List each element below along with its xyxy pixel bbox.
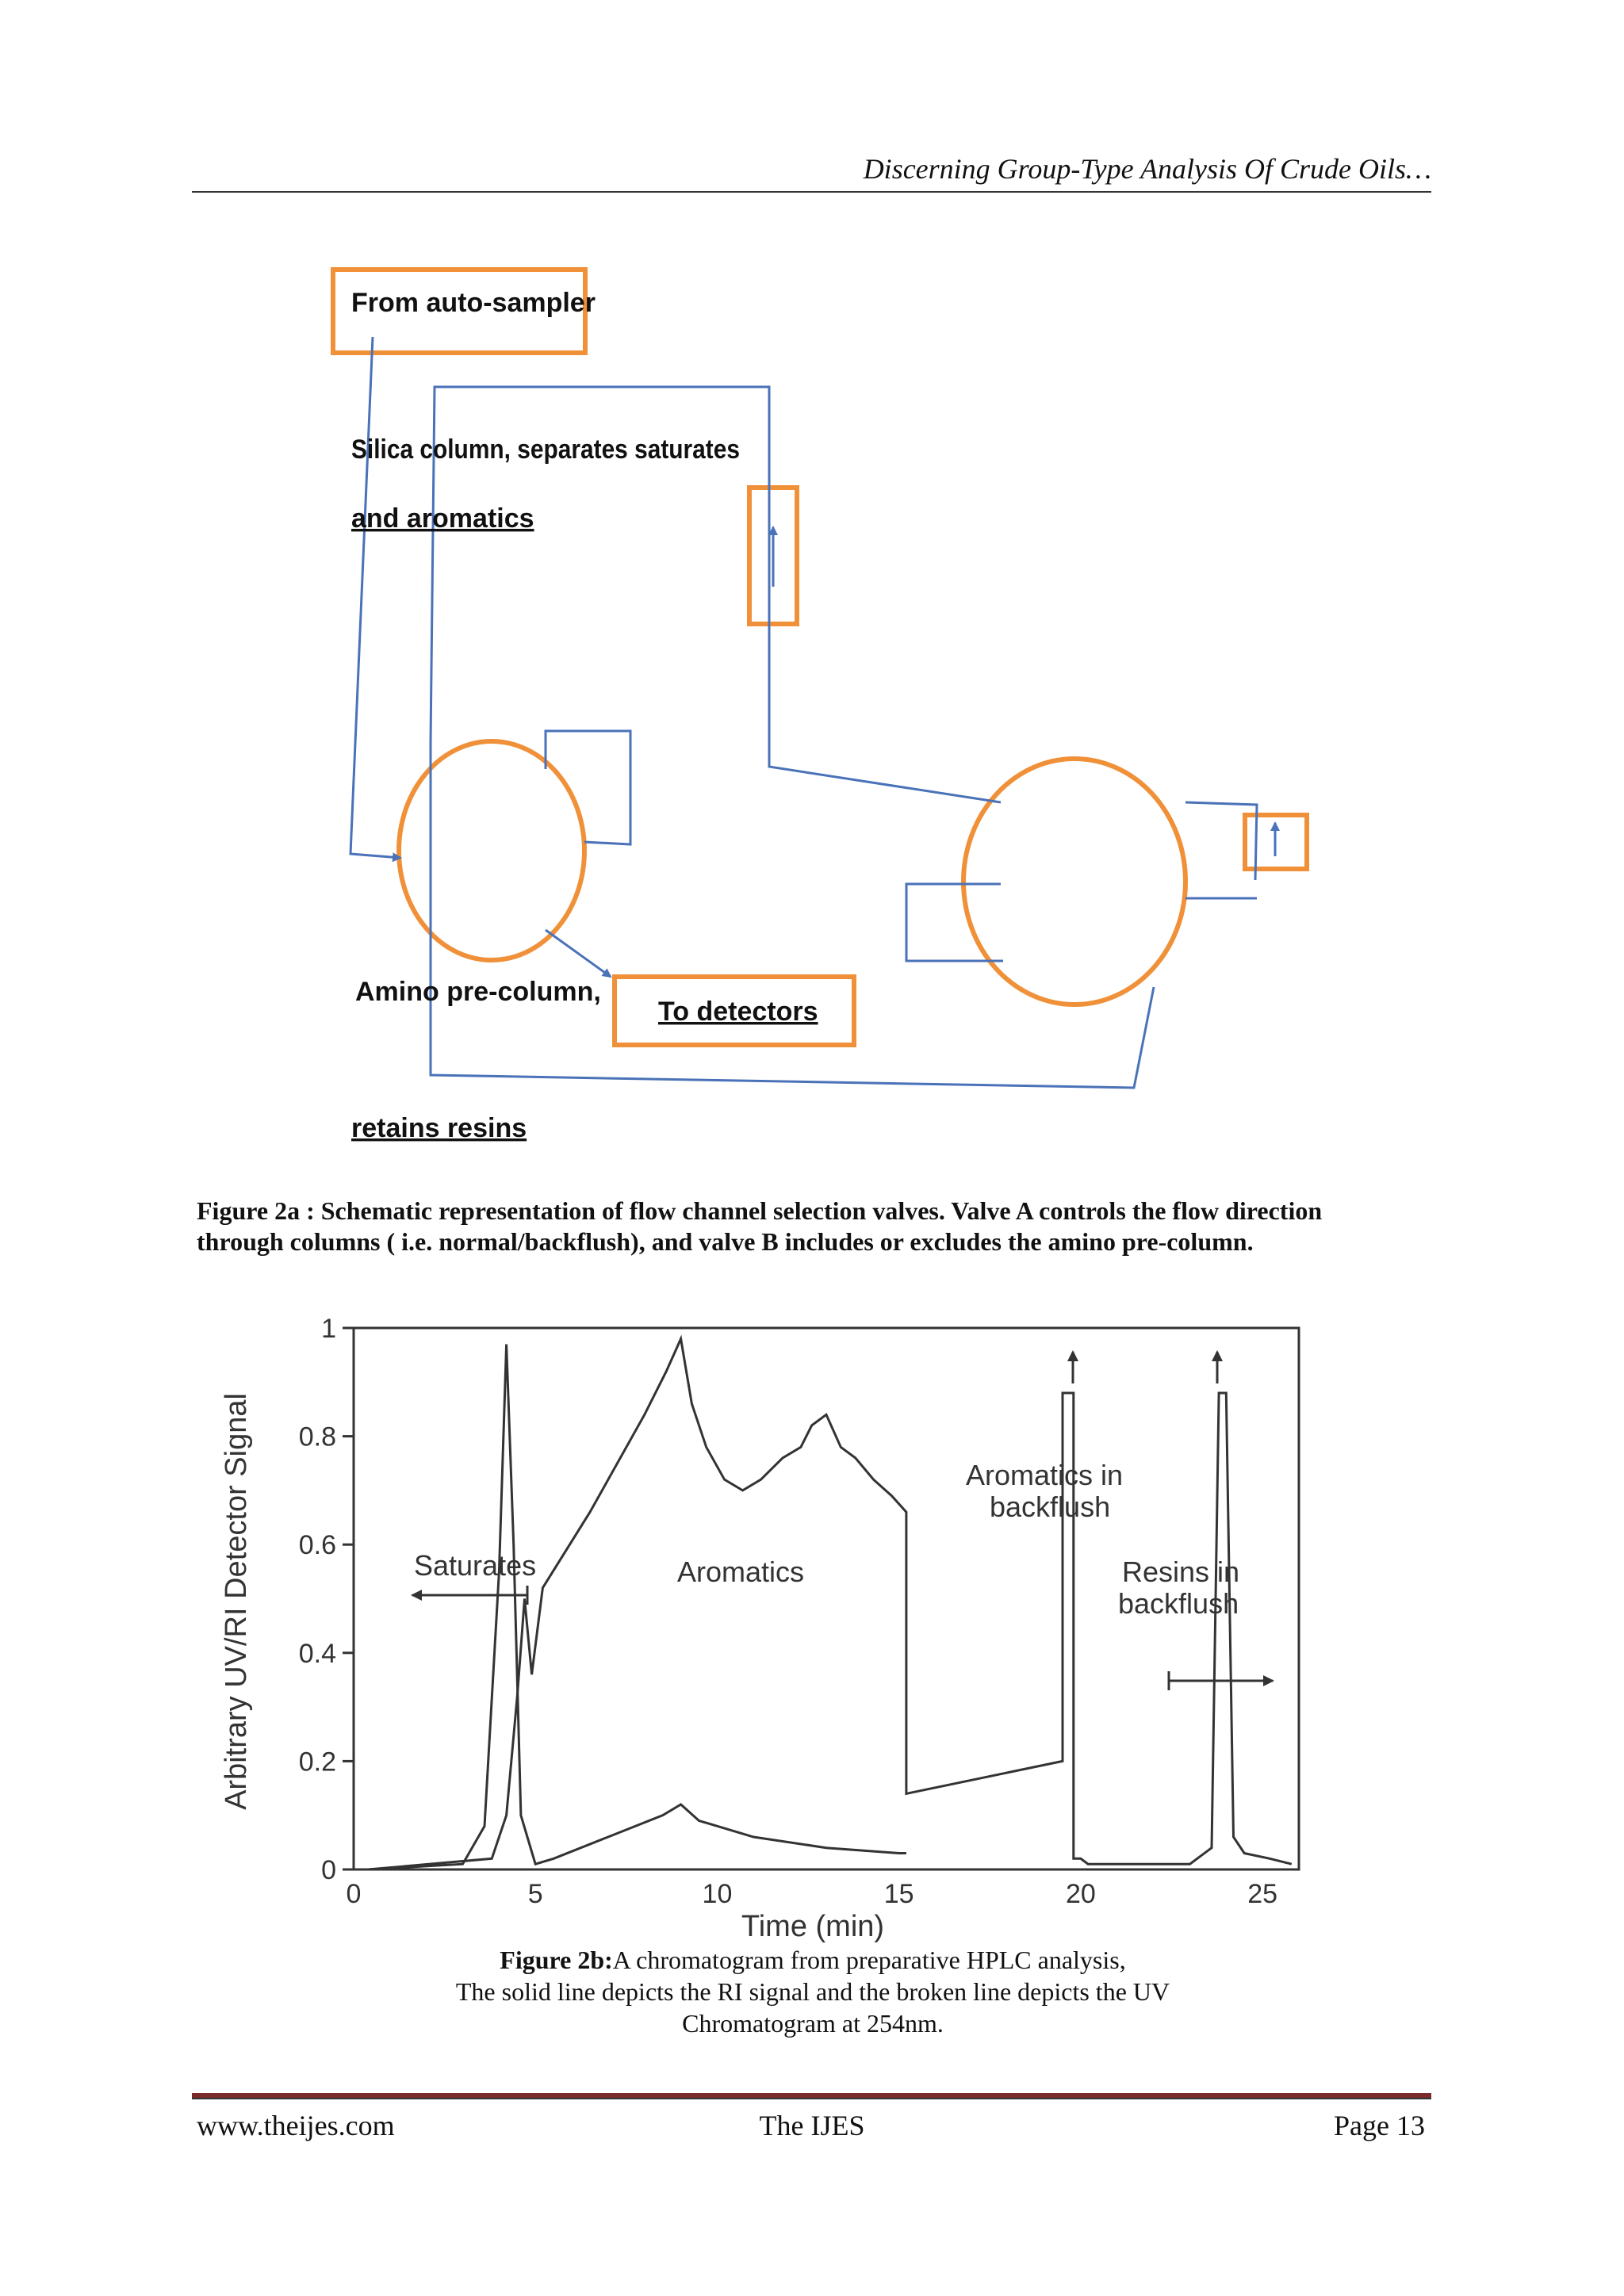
x-tick-label: 25 bbox=[1247, 1879, 1278, 1909]
x-tick-label: 5 bbox=[527, 1879, 543, 1909]
y-tick-label: 0.2 bbox=[298, 1747, 336, 1777]
figure-2b-caption-line1 bbox=[333, 1944, 1293, 1976]
y-axis-label: Arbitrary UV/RI Detector Signal bbox=[220, 1393, 253, 1810]
x-tick-label: 20 bbox=[1066, 1879, 1096, 1909]
x-axis-label: Time (min) bbox=[741, 1910, 885, 1943]
label-retains-resins: retains resins bbox=[351, 1113, 527, 1143]
running-header: Discerning Group-Type Analysis Of Crude Oils… bbox=[863, 153, 1431, 185]
figure-2a-caption: Figure 2a : Schematic representation of flow channel selection valves. Valve A controls the flow direction through columns ( i.e. normal/backflush), and valve B includes or excludes the amino pre-column. bbox=[197, 1196, 1323, 1256]
label-silica-line2: and aromatics bbox=[351, 503, 534, 534]
annotation-saturates: Saturates bbox=[414, 1549, 537, 1582]
x-tick-label: 0 bbox=[346, 1879, 362, 1909]
label-amino-precolumn: Amino pre-column, bbox=[355, 977, 601, 1007]
x-tick-label: 15 bbox=[883, 1879, 914, 1909]
figure-2b-caption-lead: Figure 2b: bbox=[500, 1946, 613, 1974]
footer-page-number: Page 13 bbox=[1334, 2110, 1425, 2141]
footer-rule bbox=[192, 2093, 1431, 2099]
label-from-autosampler: From auto-sampler bbox=[351, 288, 596, 318]
y-tick-label: 0.8 bbox=[298, 1422, 336, 1452]
figure-2b-caption-line2: The solid line depicts the RI signal and the broken line depicts the UV bbox=[455, 1977, 1170, 2006]
label-silica-line1: Silica column, separates saturates bbox=[351, 434, 740, 465]
uv-signal-line bbox=[368, 1345, 906, 1870]
figure-2b-caption-line1-text: A chromatogram from preparative HPLC analysis, bbox=[612, 1946, 1126, 1974]
figure-2b-caption bbox=[333, 1944, 1293, 2039]
annotation-resins-backflush-2: backflush bbox=[1118, 1587, 1239, 1620]
label-to-detectors: To detectors bbox=[658, 997, 818, 1027]
figure-2b-caption-line3: Chromatogram at 254nm. bbox=[682, 2009, 944, 2038]
x-tick-label: 10 bbox=[702, 1879, 733, 1909]
x-axis-ticks bbox=[347, 1879, 1278, 1909]
annotation-aromatics-backflush-2: backflush bbox=[990, 1490, 1111, 1523]
footer-website-link[interactable]: www.theijes.com bbox=[197, 2110, 395, 2141]
y-tick-label: 0.6 bbox=[298, 1530, 336, 1561]
y-axis-ticks bbox=[299, 1314, 354, 1885]
footer-journal-name: The IJES bbox=[759, 2110, 865, 2141]
y-tick-label: 0 bbox=[321, 1855, 336, 1885]
annotation-resins-backflush-1: Resins in bbox=[1122, 1556, 1240, 1588]
annotation-aromatics-backflush-1: Aromatics in bbox=[966, 1459, 1124, 1491]
y-tick-label: 1 bbox=[321, 1314, 336, 1344]
annotation-aromatics: Aromatics bbox=[677, 1556, 805, 1588]
y-tick-label: 0.4 bbox=[298, 1638, 336, 1669]
